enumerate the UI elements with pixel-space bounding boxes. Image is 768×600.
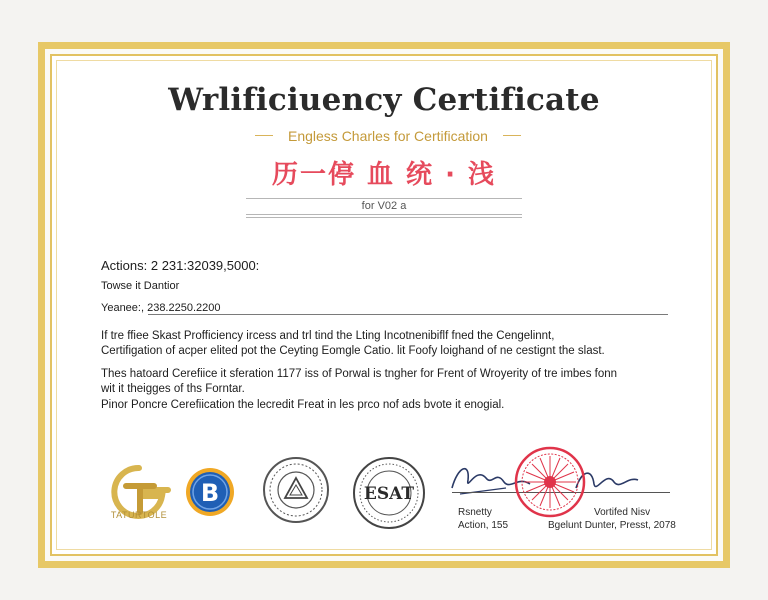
triangle-seal-icon (262, 456, 330, 524)
divider-rule-bottom (246, 217, 522, 218)
paragraph-2-line-1: Thes hatoard Cerefiice it sferation 1177 iss of Porwal is tngher for Frent of Wroyerity of tre imbes fonn (101, 368, 618, 380)
left-signer-title: Action, 155 (458, 520, 509, 531)
paragraph-2 (101, 367, 681, 397)
divider-rule-mid (246, 214, 522, 215)
year-underline (148, 314, 668, 315)
paragraph-1 (101, 329, 681, 359)
for-line (0, 200, 768, 212)
actions-field: Actions: 2 231:32039,5000: (101, 258, 260, 273)
year-field: Yeanee:, 238.2250.2200 (101, 302, 221, 314)
right-signer-name: Vortifed Nisv (594, 507, 651, 518)
paragraph-1-line-2: Certifigation of acper elited pot the Ceyting Eomgle Catio. lit Foofy loighand of ne cestignt the slast. (101, 345, 605, 357)
gt-logo-caption: TATURTOLE (110, 510, 168, 520)
b-badge-letter: B (200, 479, 220, 507)
paragraph-1-line-1: If tre ffiee Skast Profficiency ircess and trl tind the Lting Incotnenibiflf fned the Cengelinnt, (101, 330, 555, 342)
paragraph-3 (101, 398, 681, 413)
chinese-title: 历一停 血 统 · 浅 (271, 160, 497, 190)
b-badge-icon (184, 466, 236, 518)
esat-seal-icon (352, 456, 426, 530)
paragraph-3-line-1: Pinor Poncre Cerefiication the lecredit Freat in les prco nof ads bvote it enogial. (101, 399, 505, 411)
towse-field: Towse it Dantior (101, 280, 180, 292)
certificate-subtitle: Engless Charles for Certification (273, 124, 503, 148)
left-signer-name: Rsnetty (458, 507, 492, 518)
red-seal-icon (514, 446, 586, 518)
paragraph-2-line-2: wit it theigges of ths Forntar. (101, 383, 245, 395)
for-line-text: for V02 a (356, 200, 413, 212)
subtitle-band (255, 124, 521, 148)
esat-seal-text: ESAT (363, 484, 415, 504)
certificate-title: Wrlificiuency Certificate (168, 82, 600, 118)
right-signer-title: Bgelunt Dunter, Presst, 2078 (548, 520, 676, 531)
divider-rule-top (246, 198, 522, 199)
